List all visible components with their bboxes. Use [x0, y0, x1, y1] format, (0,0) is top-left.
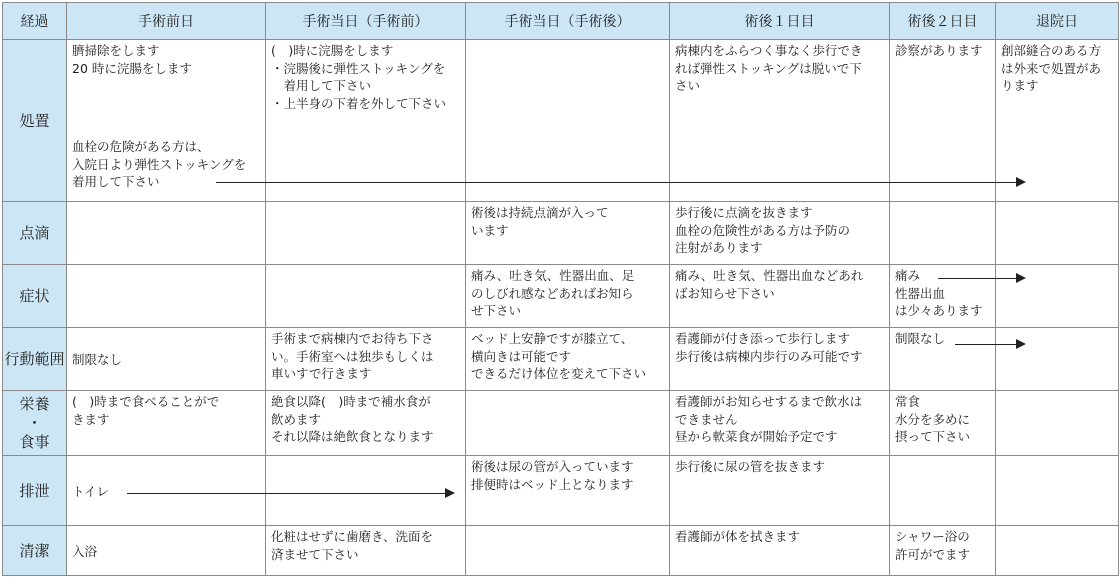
cell-text: 術後は尿の管が入っています 排便時はベッド上となります [471, 459, 634, 492]
header-discharge-day: 退院日 [996, 3, 1119, 40]
cell-text: 診察があります [895, 43, 983, 58]
cell-meals-post-op-day2 [890, 391, 996, 456]
cell-text: 看護師が付き添って歩行します 歩行後は病棟内歩行のみ可能です [675, 331, 863, 364]
row-label-activity-range: 行動範囲 [3, 328, 67, 391]
clinical-pathway-table [2, 2, 1119, 576]
cell-symptoms-discharge [996, 265, 1119, 328]
cell-text: 絶食以降( )時まで補水食が 飲めます それ以降は絶飲食となります [271, 394, 434, 444]
cell-activity-discharge [996, 328, 1119, 391]
cell-meals-post-op-day1 [670, 391, 890, 456]
cell-text: 制限なし [72, 352, 123, 368]
cell-activity-surgery-after [466, 328, 670, 391]
cell-symptoms-post-op-day1 [670, 265, 890, 328]
header-corner: 経過 [3, 3, 67, 40]
row-label-symptoms: 症状 [3, 265, 67, 328]
cell-meals-pre-op [67, 391, 266, 456]
header-surgery-day-before: 手術当日（手術前） [266, 3, 466, 40]
cell-text: ( )時に浣腸をします ・浣腸後に弾性ストッキングを 着用して下さい ・上半身の下着を外して下さい [271, 43, 447, 111]
header-post-op-day2: 術後２日目 [890, 3, 996, 40]
header-row [3, 3, 1119, 40]
row-label-hygiene: 清潔 [3, 526, 67, 576]
cell-text: 看護師がお知らせするまで飲水は できません 昼から軟菜食が開始予定です [675, 394, 863, 444]
cell-text: 痛み 性器出血 は少々あります [895, 268, 983, 318]
cell-text: 病棟内をふらつく事なく歩行でき れば弾性ストッキングは脱いで下 さい [675, 43, 863, 93]
stocking-note: 血栓の危険がある方は、 入院日より弾性ストッキングを 着用して下さい [72, 139, 247, 189]
row-label-excretion: 排泄 [3, 456, 67, 526]
cell-excretion-post-op-day2 [890, 456, 996, 526]
row-nutrition-meals [3, 391, 1119, 456]
cell-text: ( )時まで食べることがで きます [72, 394, 220, 427]
stocking-continue-arrow [216, 182, 1024, 183]
cell-treatment-post-op-day2 [890, 40, 996, 202]
cell-excretion-surgery-after [466, 456, 670, 526]
cell-hygiene-post-op-day2 [890, 526, 996, 576]
row-label-nutrition-meals: 栄養 ・ 食事 [3, 391, 67, 456]
cell-hygiene-post-op-day1 [670, 526, 890, 576]
cell-activity-post-op-day1 [670, 328, 890, 391]
cell-iv-surgery-after [466, 202, 670, 265]
toilet-continue-arrow [127, 493, 453, 494]
cell-excretion-pre-op [67, 456, 266, 526]
header-day-pre-op: 手術前日 [67, 3, 266, 40]
row-treatment [3, 40, 1119, 202]
cell-text: 痛み、吐き気、性器出血などあれ ばお知らせ下さい [675, 268, 864, 301]
cell-text: 歩行後に尿の管を抜きます [675, 459, 826, 474]
cell-text: 常食 水分を多めに 摂って下さい [895, 394, 971, 444]
cell-text: 看護師が体を拭きます [675, 529, 801, 544]
cell-activity-post-op-day2 [890, 328, 996, 391]
cell-treatment-surgery-before [266, 40, 466, 202]
cell-symptoms-surgery-after [466, 265, 670, 328]
cell-text: 痛み、吐き気、性器出血、足 のしびれ感などあればお知ら せ下さい [471, 268, 635, 318]
cell-text: 創部縫合のある方 は外来で処置があ ります [1001, 43, 1102, 93]
cell-text: ベッド上安静ですが膝立て、 横向きは可能です できるだけ体位を変えて下さい [471, 331, 647, 381]
cell-symptoms-pre-op [67, 265, 266, 328]
cell-text: 歩行後に点滴を抜きます 血栓の危険性がある方は予防の 注射があります [675, 205, 851, 255]
row-iv-drip [3, 202, 1119, 265]
header-post-op-day1: 術後１日目 [670, 3, 890, 40]
cell-treatment-discharge [996, 40, 1119, 202]
row-label-treatment: 処置 [3, 40, 67, 202]
cell-iv-surgery-before [266, 202, 466, 265]
cell-text: 制限なし [895, 331, 946, 346]
cell-activity-surgery-before [266, 328, 466, 391]
row-excretion [3, 456, 1119, 526]
cell-hygiene-pre-op [67, 526, 266, 576]
row-label-iv-drip: 点滴 [3, 202, 67, 265]
header-surgery-day-after: 手術当日（手術後） [466, 3, 670, 40]
cell-text: 術後は持続点滴が入って います [471, 205, 609, 238]
cell-hygiene-discharge [996, 526, 1119, 576]
cell-text: 入浴 [72, 543, 98, 559]
row-symptoms [3, 265, 1119, 328]
cell-iv-post-op-day2 [890, 202, 996, 265]
cell-excretion-discharge [996, 456, 1119, 526]
cell-symptoms-post-op-day2 [890, 265, 996, 328]
cell-hygiene-surgery-after [466, 526, 670, 576]
cell-iv-post-op-day1 [670, 202, 890, 265]
cell-treatment-surgery-after [466, 40, 670, 202]
cell-iv-pre-op [67, 202, 266, 265]
cell-treatment-post-op-day1 [670, 40, 890, 202]
cell-meals-surgery-after [466, 391, 670, 456]
cell-text: 手術まで病棟内でお待ち下さ い。手術室へは独歩もしくは 車いすで行きます [271, 331, 434, 381]
cell-excretion-post-op-day1 [670, 456, 890, 526]
row-hygiene [3, 526, 1119, 576]
cell-iv-discharge [996, 202, 1119, 265]
row-activity-range [3, 328, 1119, 391]
cell-text: 臍掃除をします 20 時に浣腸をします [72, 43, 192, 76]
cell-text: 化粧はせずに歯磨き、洗面を 済ませて下さい [271, 529, 434, 562]
cell-excretion-surgery-before [266, 456, 466, 526]
cell-text: トイレ [72, 483, 109, 499]
cell-treatment-pre-op [67, 40, 266, 202]
cell-meals-discharge [996, 391, 1119, 456]
cell-meals-surgery-before [266, 391, 466, 456]
symptoms-continue-arrow [938, 278, 1024, 279]
cell-activity-pre-op [67, 328, 266, 391]
cell-hygiene-surgery-before [266, 526, 466, 576]
activity-continue-arrow [955, 344, 1024, 345]
cell-symptoms-surgery-before [266, 265, 466, 328]
cell-text: シャワー浴の 許可がでます [895, 529, 971, 562]
